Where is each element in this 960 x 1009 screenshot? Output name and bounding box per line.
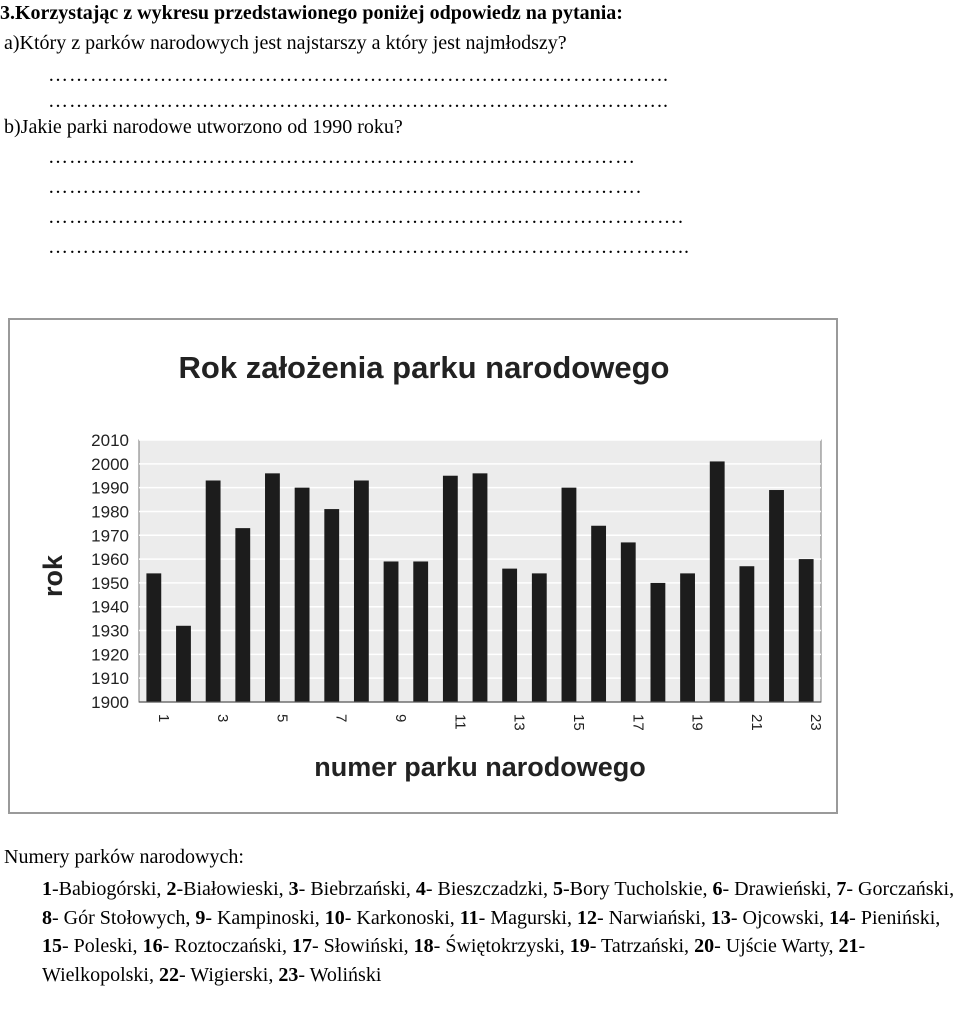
legend-item-name: - Tatrzański, [589,935,695,957]
legend-item [159,964,278,986]
legend-item [577,907,711,929]
bar-park-2 [176,626,191,702]
legend-item-name: - Biebrzański, [298,878,416,900]
y-tick-label: 2000 [91,454,129,474]
answer-line-b3: ………………………………………………………………………………. [48,206,684,228]
y-tick-label: 1970 [91,526,129,546]
legend-item-number: 7 [836,878,847,900]
y-tick-label: 1900 [91,693,129,712]
legend-item-name: - Gór Stołowych, [52,906,196,929]
legend-item-number: 13 [710,906,731,929]
legend-item-name: - Kampinoski, [205,906,325,929]
bar-park-17 [621,542,636,702]
legend-item-name: - Wigierski, [178,963,279,986]
y-tick-label: 2010 [91,431,129,450]
legend-item-name: - Wielkopolski, [42,935,866,986]
x-tick-label: 19 [688,714,706,731]
chart-y-axis-label: rok [38,554,68,598]
bar-park-6 [295,488,310,702]
bar-park-11 [443,476,458,702]
x-tick-label: 21 [747,714,765,731]
legend-item-number: 22 [158,963,179,986]
legend-heading: Numery parków narodowych: [4,846,244,868]
y-tick-label: 1920 [91,645,129,665]
question-title: 3.Korzystając z wykresu przedstawionego poniżej odpowiedz na pytania: [0,2,623,24]
legend-item-name: - Karkonoski, [344,906,460,929]
legend-item-number: 5 [553,878,564,900]
legend-item [416,878,553,900]
legend-item-name: - Roztoczański, [162,935,292,957]
legend-item-number: 4 [415,878,426,900]
bar-park-13 [502,569,517,702]
question-part-a: a)Który z parków narodowych jest najstarszy a który jest najmłodszy? [4,32,567,54]
legend-item [460,907,577,929]
legend-item [143,935,292,957]
park-legend [42,875,958,989]
bar-park-7 [324,509,339,702]
bar-park-1 [146,573,161,702]
answer-line-b4: ……………………………………………………………………………….. [48,236,690,258]
bar-park-12 [473,473,488,702]
legend-item-name: - Poleski, [62,935,143,957]
x-tick-label: 9 [392,714,410,723]
legend-item [325,907,460,929]
legend-item [166,878,288,900]
x-tick-label: 7 [332,714,350,723]
x-tick-label: 13 [510,714,528,731]
x-tick-label: 1 [154,714,172,723]
legend-item-number: 1 [42,878,52,900]
legend-item [836,878,954,900]
legend-item-number: 21 [838,935,859,957]
bar-park-16 [591,526,606,702]
bar-park-14 [532,573,547,702]
legend-item-number: 12 [576,906,597,929]
legend-item [42,878,166,900]
answer-line-b2: …………………………………………………………………………. [48,176,642,198]
bar-park-5 [265,473,280,702]
legend-item [278,964,381,986]
chart-x-axis-label: numer parku narodowego [314,752,646,782]
plot-area [91,431,824,731]
legend-item-number: 18 [413,935,434,957]
legend-item [289,878,416,900]
legend-item [414,935,570,957]
bar-park-20 [710,461,725,702]
bar-park-8 [354,480,369,702]
legend-item [829,907,940,929]
legend-item [712,878,836,900]
legend-item-name: - Woliński [298,963,382,986]
chart-svg [8,318,844,820]
chart-title: Rok założenia parku narodowego [178,350,670,385]
legend-item-name: -Białowieski, [176,878,289,900]
legend-item-number: 17 [291,935,312,957]
answer-line-b1: ………………………………………………………………………… [48,146,636,168]
legend-item-name: - Gorczański, [846,878,955,900]
y-tick-label: 1950 [91,573,129,593]
legend-item [42,935,143,957]
y-tick-label: 1960 [91,550,129,570]
legend-item-number: 11 [459,906,479,929]
legend-item-name: - Słowiński, [311,935,414,957]
legend-item-name: -Bory Tucholskie, [563,878,713,900]
x-tick-label: 15 [569,714,587,731]
x-tick-label: 11 [451,714,469,730]
legend-item [553,878,712,900]
answer-line-a2: …………………………………………………………………………….. [48,90,669,112]
legend-item-number: 3 [288,878,299,900]
y-tick-label: 1910 [91,669,129,689]
legend-item-name: - Ujście Warty, [714,935,839,957]
bar-park-4 [235,528,250,702]
legend-item-name: - Narwiański, [596,906,711,929]
legend-item-name: - Świętokrzyski, [433,935,570,957]
bar-park-19 [680,573,695,702]
y-tick-label: 1930 [91,621,129,641]
bar-park-22 [769,490,784,702]
legend-item-number: 8 [42,906,52,929]
legend-item-number: 2 [166,878,177,900]
legend-item-number: 14 [829,906,850,929]
x-tick-label: 23 [807,714,825,731]
legend-item-name: - Drawieński, [722,878,837,900]
legend-item-name: -Babiogórski, [52,878,167,900]
legend-item-number: 9 [195,906,206,929]
bar-park-15 [562,488,577,702]
y-tick-label: 1990 [91,478,129,498]
bar-park-10 [413,561,428,702]
legend-item-name: - Bieszczadzki, [425,878,554,900]
bar-park-21 [739,566,754,702]
legend-item-number: 15 [42,935,62,957]
legend-item-number: 19 [569,935,590,957]
legend-item [570,935,694,957]
legend-item-name: - Ojcowski, [730,906,830,929]
bar-park-23 [799,559,814,702]
bar-park-9 [384,561,399,702]
legend-item [292,935,414,957]
legend-item-number: 20 [694,935,715,957]
legend-item [195,907,324,929]
y-tick-label: 1940 [91,597,129,617]
legend-item-number: 16 [142,935,163,957]
legend-item-number: 6 [712,878,723,900]
legend-item-number: 23 [278,963,299,986]
x-tick-label: 5 [273,714,291,723]
x-tick-label: 3 [214,714,232,723]
legend-item-name: - Pieniński, [849,906,941,929]
legend-item [694,935,838,957]
bar-park-3 [206,480,221,702]
legend-item [42,907,195,929]
bar-park-18 [651,583,666,702]
y-tick-label: 1980 [91,502,129,522]
chart-figure [8,318,844,820]
legend-item-number: 10 [324,906,345,929]
x-tick-label: 17 [629,714,647,731]
answer-line-a1: …………………………………………………………………………….. [48,64,669,86]
legend-item-name: - Magurski, [478,906,577,929]
question-part-b: b)Jakie parki narodowe utworzono od 1990 roku? [4,116,403,138]
legend-item [711,907,829,929]
